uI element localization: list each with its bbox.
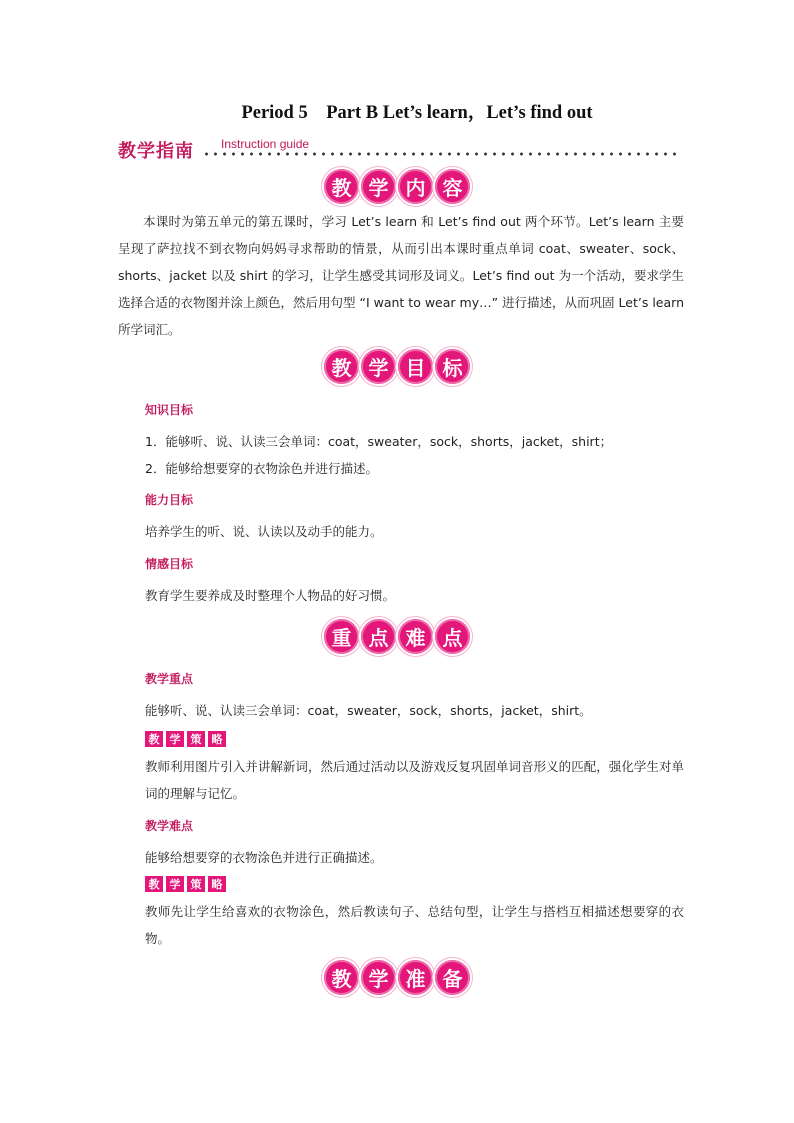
tag-char: 学 <box>166 731 184 747</box>
guide-title-cn: 教学指南 <box>118 141 194 162</box>
badge-char: 学 <box>361 960 396 995</box>
badge-char: 准 <box>398 960 433 995</box>
badge-char: 教 <box>324 349 359 384</box>
difficulty-strategy-text: 教师先让学生给喜欢的衣物涂色，然后教读句子、总结句型，让学生与搭档互相描述想要穿的衣物。 <box>145 904 684 946</box>
strategy-tag <box>145 731 226 747</box>
section-badge-prep <box>0 960 794 995</box>
badge-char: 容 <box>435 169 470 204</box>
tag-char: 略 <box>208 731 226 747</box>
tag-char: 略 <box>208 876 226 892</box>
knowledge-goals-heading: 知识目标 <box>145 403 194 417</box>
badge-char: 学 <box>361 169 396 204</box>
badge-char: 内 <box>398 169 433 204</box>
badge-char: 学 <box>361 349 396 384</box>
section-badge-goals <box>0 349 794 384</box>
section-badge-keypoints <box>0 619 794 654</box>
dotted-leader <box>202 152 682 156</box>
tag-char: 教 <box>145 731 163 747</box>
badge-char: 重 <box>324 619 359 654</box>
knowledge-goal-1: 1．能够听、说、认读三会单词：coat，sweater，sock，shorts，jacket，shirt； <box>145 434 613 449</box>
badge-char: 教 <box>324 169 359 204</box>
badge-char: 难 <box>398 619 433 654</box>
page-title: Period 5 Part B Let’s learn，Let’s find out <box>241 103 593 123</box>
content-paragraph: 本课时为第五单元的第五课时，学习 Let’s learn 和 Let’s find out 两个环节。Let’s learn 主要呈现了萨拉找不到衣物向妈妈寻求帮助的情景，从而引出本课时重点单词 coat、sweater、sock、shorts、jacket 以及 shirt 的学习，让学生感受其词形及词义。Let’s find out 为一个活动，要求学生选择合适的衣物图并涂上颜色，然后用句型 “I want to wear my…” 进行描述，从而巩固 Let’s learn 所学词汇。 <box>118 214 684 337</box>
teaching-focus-text: 能够听、说、认读三会单词：coat，sweater，sock，shorts，jacket，shirt。 <box>145 703 592 718</box>
teaching-difficulty-heading: 教学难点 <box>145 819 194 833</box>
teaching-difficulty-text: 能够给想要穿的衣物涂色并进行正确描述。 <box>145 850 383 865</box>
tag-char: 策 <box>187 731 205 747</box>
emotion-goals-heading: 情感目标 <box>145 557 194 571</box>
guide-title-en: Instruction guide <box>221 137 310 151</box>
ability-goals-heading: 能力目标 <box>145 493 194 507</box>
instruction-guide-header <box>118 133 682 163</box>
teaching-focus-heading: 教学重点 <box>145 672 194 686</box>
badge-char: 点 <box>435 619 470 654</box>
knowledge-goal-2: 2．能够给想要穿的衣物涂色并进行描述。 <box>145 461 378 476</box>
badge-char: 教 <box>324 960 359 995</box>
badge-char: 备 <box>435 960 470 995</box>
section-badge-content <box>0 169 794 204</box>
focus-strategy-text: 教师利用图片引入并讲解新词，然后通过活动以及游戏反复巩固单词音形义的匹配，强化学生对单词的理解与记忆。 <box>145 759 684 801</box>
tag-char: 教 <box>145 876 163 892</box>
tag-char: 学 <box>166 876 184 892</box>
badge-char: 标 <box>435 349 470 384</box>
badge-char: 目 <box>398 349 433 384</box>
tag-char: 策 <box>187 876 205 892</box>
strategy-tag <box>145 876 226 892</box>
badge-char: 点 <box>361 619 396 654</box>
ability-goal-text: 培养学生的听、说、认读以及动手的能力。 <box>145 524 383 539</box>
emotion-goal-text: 教育学生要养成及时整理个人物品的好习惯。 <box>145 588 396 603</box>
